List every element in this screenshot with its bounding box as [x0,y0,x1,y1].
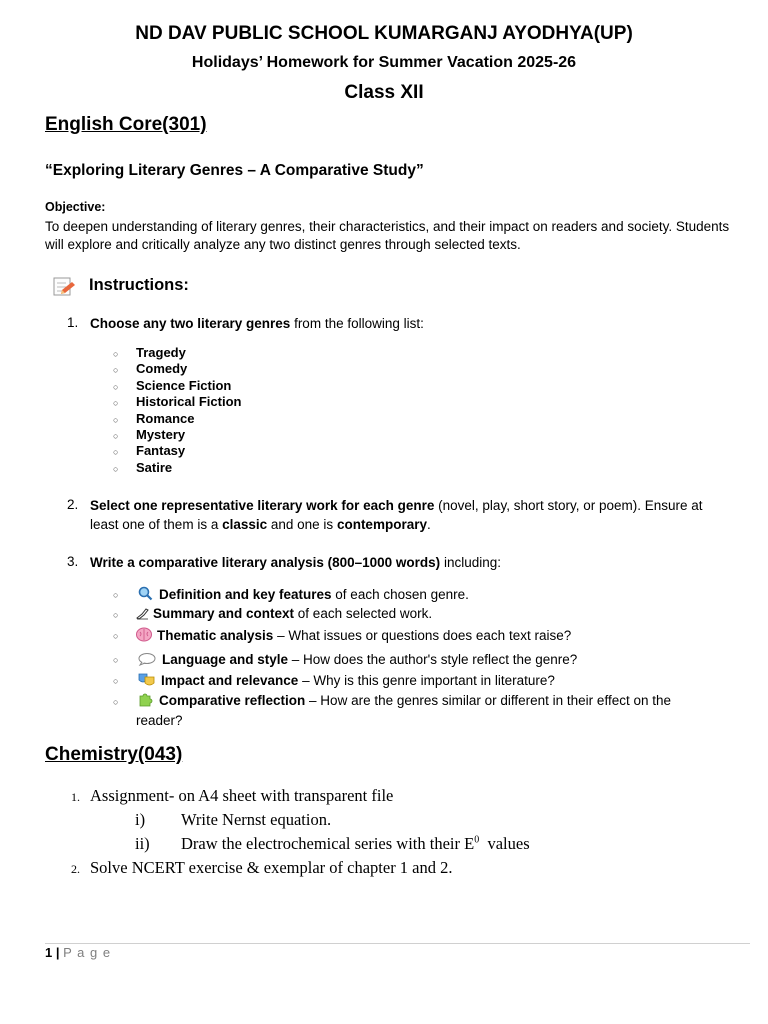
chemistry-heading: Chemistry(043) [45,744,183,765]
item2-period: . [426,517,431,532]
list-item: Satire [136,460,173,475]
analysis-rest: of each selected work. [294,606,433,621]
writing-hand-icon [136,607,149,622]
list-bullet: ○ [113,365,119,375]
chem-sub1-text: Write Nernst equation. [181,810,332,829]
item2-contemporary: contemporary [336,517,427,532]
analysis-rest: of each chosen genre. [331,587,469,602]
list-item: Historical Fiction [136,394,242,409]
objective-text-line2: will explore and critically analyze any two distinct genres through selected texts. [45,237,521,252]
item1-rest: from the following list: [290,316,424,331]
theater-masks-icon [138,672,155,687]
item2-number: 2. [67,497,79,512]
page-number: 1 [45,945,53,960]
item1-text [90,315,424,333]
item3-number: 3. [67,554,79,569]
list-item: Fantasy [136,443,186,458]
speech-bubble-icon [138,652,156,667]
list-item [136,605,432,623]
chem-sub1-number: i) [135,810,146,829]
analysis-rest: – What issues or questions does each text raise? [273,628,572,643]
item2-text-a: least one of them is a [90,517,223,532]
list-bullet: ○ [113,590,119,600]
analysis-rest: – How are the genres similar or different in their effect on the [305,693,671,708]
instructions-label: Instructions: [89,276,189,294]
project-title: “Exploring Literary Genres – A Comparative Study” [45,162,424,179]
list-item [138,586,469,604]
page-separator: | [52,945,64,960]
brain-icon [136,627,151,642]
analysis-bold: Language and style [162,652,289,667]
analysis-rest: – Why is this genre important in literature? [298,673,555,688]
item1-bold: Choose any two literary genres [90,316,291,331]
list-item [138,672,555,690]
list-bullet: ○ [113,697,119,707]
analysis-bold: Thematic analysis [157,628,274,643]
list-item: Mystery [136,427,186,442]
list-item [138,692,671,710]
list-bullet: ○ [113,631,119,641]
item2-rest: (novel, play, short story, or poem). Ensure at [434,498,703,513]
list-bullet: ○ [113,431,119,441]
superscript-zero: 0 [474,834,480,846]
item1-number: 1. [67,315,79,330]
english-heading: English Core(301) [45,114,207,135]
page-footer [45,945,111,960]
list-item-continuation: reader? [136,713,183,728]
chem-item1-text: Assignment- on A4 sheet with transparent file [90,786,394,805]
item2-text-c: and one is [267,517,337,532]
item3-bold: Write a comparative literary analysis (800–1000 words) [90,555,441,570]
list-item: Romance [136,411,195,426]
list-bullet: ○ [113,349,119,359]
analysis-bold: Definition and key features [159,587,332,602]
chem-item1-number: 1. [71,790,80,804]
chem-item2-number: 2. [71,862,80,876]
school-name: ND DAV PUBLIC SCHOOL KUMARGANJ AYODHYA(UP) [135,23,633,44]
page-label: P a g e [63,945,112,960]
list-bullet: ○ [113,464,119,474]
item2-bold: Select one representative literary work for each genre [90,498,435,513]
analysis-rest: – How does the author's style reflect the genre? [288,652,578,667]
memo-icon [52,275,76,302]
class-title: Class XII [344,82,424,103]
item2-line1 [90,497,703,515]
list-bullet: ○ [113,676,119,686]
chem-sub2-text [181,834,530,854]
objective-text-line1: To deepen understanding of literary genres, their characteristics, and their impact on readers and society. Students [45,219,730,234]
list-item [136,627,571,645]
analysis-bold: Impact and relevance [161,673,299,688]
item3-text [90,554,501,572]
analysis-bold: Summary and context [153,606,295,621]
list-bullet: ○ [113,382,119,392]
list-item: Comedy [136,361,188,376]
list-bullet: ○ [113,398,119,408]
homework-subtitle: Holidays’ Homework for Summer Vacation 2025-26 [191,54,577,71]
list-item: Science Fiction [136,378,232,393]
list-bullet: ○ [113,447,119,457]
chem-sub2-part-a: Draw the electrochemical series with their E [181,834,475,853]
item2-line2 [90,516,431,534]
item3-rest: including: [440,555,501,570]
list-bullet: ○ [113,415,119,425]
puzzle-icon [138,692,153,707]
objective-label: Objective: [45,200,106,214]
chem-sub2-part-b: values [479,834,530,853]
analysis-bold: Comparative reflection [159,693,306,708]
list-bullet: ○ [113,655,119,665]
list-item: Tragedy [136,345,186,360]
list-bullet: ○ [113,610,119,620]
magnifier-icon [138,586,153,601]
item2-classic: classic [222,517,268,532]
chem-item2-text: Solve NCERT exercise & exemplar of chapter 1 and 2. [90,858,453,877]
list-item [138,651,577,669]
chem-sub2-number: ii) [135,834,150,853]
footer-rule [45,943,750,944]
